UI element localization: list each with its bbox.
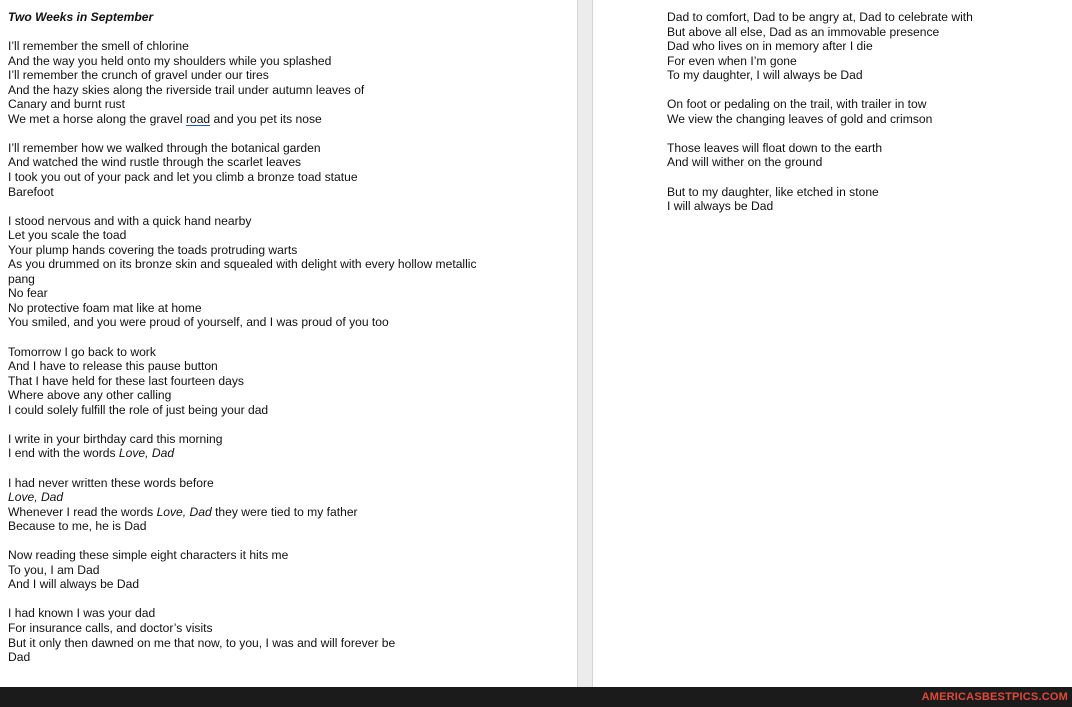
line-text: I’ll remember the crunch of gravel under our tires xyxy=(8,68,269,83)
poem-line xyxy=(8,432,528,447)
poem-line xyxy=(8,345,528,360)
stanza-gap xyxy=(8,25,528,40)
poem-line xyxy=(8,563,528,578)
line-text: But it only then dawned on me that now, to you, I was and will forever be xyxy=(8,635,396,650)
stanza-gap xyxy=(8,417,528,432)
stanza-gap xyxy=(8,534,528,549)
poem-line xyxy=(667,25,1067,40)
poem-line xyxy=(8,606,528,621)
poem-line xyxy=(8,490,528,505)
left-stanzas xyxy=(8,39,528,665)
poem-line xyxy=(667,155,1067,170)
poem-line xyxy=(8,388,528,403)
poem-line xyxy=(667,141,1067,156)
line-text: And the way you held onto my shoulders while you splashed xyxy=(8,53,332,68)
line-text: I’ll remember how we walked through the botanical garden xyxy=(8,140,321,155)
poem-line xyxy=(8,68,528,83)
poem-line xyxy=(8,519,528,534)
line-text: On foot or pedaling on the trail, with trailer in tow xyxy=(667,97,927,112)
poem-line xyxy=(8,476,528,491)
stanza xyxy=(8,476,528,534)
line-text: For insurance calls, and doctor’s visits xyxy=(8,620,213,635)
line-text: Because to me, he is Dad xyxy=(8,519,147,534)
line-text: Dad to comfort, Dad to be angry at, Dad to celebrate with xyxy=(667,10,973,24)
page-divider xyxy=(577,0,593,687)
line-text: To you, I am Dad xyxy=(8,562,100,577)
line-text: Those leaves will float down to the earth xyxy=(667,140,883,155)
poem-line xyxy=(667,112,1067,127)
line-text: For even when I’m gone xyxy=(667,53,797,68)
stanza-gap xyxy=(8,592,528,607)
line-text: I end with the words xyxy=(8,446,119,461)
poem-line xyxy=(8,359,528,374)
poem-line xyxy=(667,185,1067,200)
poem-line xyxy=(8,374,528,389)
line-text: That I have held for these last fourteen days xyxy=(8,373,244,388)
line-text: Dad xyxy=(8,650,31,665)
line-text: But above all else, Dad as an immovable presence xyxy=(667,24,940,39)
line-text: Your plump hands covering the toads protruding warts xyxy=(8,242,298,257)
line-text: Whenever I read the words xyxy=(8,504,157,519)
stanza-gap xyxy=(8,126,528,141)
stanza xyxy=(667,97,1067,126)
poem-line xyxy=(667,54,1067,69)
line-text: No protective foam mat like at home xyxy=(8,300,202,315)
italic-phrase: Love, Dad xyxy=(118,446,175,461)
poem-line xyxy=(8,301,528,316)
poem-line xyxy=(667,68,1067,83)
line-text: I write in your birthday card this morning xyxy=(8,431,223,446)
poem-line xyxy=(8,214,528,229)
stanza xyxy=(8,548,528,592)
line-text: I had never written these words before xyxy=(8,475,214,490)
line-text: As you drummed on its bronze skin and squealed with delight with every hollow metallic xyxy=(8,257,477,272)
poem-line xyxy=(8,621,528,636)
line-text: Now reading these simple eight characters it hits me xyxy=(8,548,289,563)
poem-line xyxy=(8,505,528,520)
poem-line xyxy=(8,112,528,127)
line-text: pang xyxy=(8,271,35,286)
line-text: I’ll remember the smell of chlorine xyxy=(8,39,189,54)
poem-line xyxy=(8,243,528,258)
stanza xyxy=(8,214,528,330)
stanza xyxy=(667,185,1067,214)
line-text: Dad who lives on in memory after I die xyxy=(667,39,873,54)
line-text: Tomorrow I go back to work xyxy=(8,344,156,359)
stanza xyxy=(667,10,1067,83)
stanza xyxy=(8,606,528,664)
line-text: No fear xyxy=(8,286,48,301)
poem-line xyxy=(8,83,528,98)
poem-line xyxy=(667,97,1067,112)
line-text: We met a horse along the gravel xyxy=(8,111,186,126)
poem-line xyxy=(667,199,1067,214)
line-text: Canary and burnt rust xyxy=(8,97,125,112)
poem-line xyxy=(8,39,528,54)
poem-line xyxy=(667,10,1067,25)
poem-line xyxy=(8,446,528,461)
line-text: We view the changing leaves of gold and crimson xyxy=(667,111,933,126)
stanza-gap xyxy=(667,83,1067,98)
stanza-gap xyxy=(8,330,528,345)
poem-line xyxy=(8,228,528,243)
poem-line xyxy=(8,548,528,563)
poem-line xyxy=(8,97,528,112)
poem-line xyxy=(8,636,528,651)
line-text: Let you scale the toad xyxy=(8,228,127,243)
poem-line xyxy=(8,650,528,665)
line-text: And I will always be Dad xyxy=(8,577,140,592)
poem-line xyxy=(8,315,528,330)
stanza-gap xyxy=(667,126,1067,141)
line-text: and you pet its nose xyxy=(210,111,322,126)
poem-line xyxy=(8,257,528,272)
right-text-column xyxy=(667,10,1067,214)
left-text-column xyxy=(8,10,528,665)
italic-phrase: Love, Dad xyxy=(8,490,64,505)
poem-title: Two Weeks in September xyxy=(8,10,154,24)
line-text: Barefoot xyxy=(8,184,54,199)
footer-bar xyxy=(0,687,1072,707)
line-text: To my daughter, I will always be Dad xyxy=(667,68,863,83)
line-text: You smiled, and you were proud of yourself, and I was proud of you too xyxy=(8,315,389,330)
line-text: Where above any other calling xyxy=(8,388,172,403)
stanza xyxy=(8,141,528,199)
underlined-word[interactable]: road xyxy=(185,111,211,126)
page-right xyxy=(593,0,1072,687)
italic-phrase: Love, Dad xyxy=(156,504,212,519)
line-text: I will always be Dad xyxy=(667,199,774,214)
stanza xyxy=(667,141,1067,170)
line-text: And watched the wind rustle through the scarlet leaves xyxy=(8,155,302,170)
line-text: I stood nervous and with a quick hand nearby xyxy=(8,213,252,228)
poem-line xyxy=(8,155,528,170)
line-text: I could solely fulfill the role of just being your dad xyxy=(8,402,269,417)
stanza xyxy=(8,345,528,418)
poem-line xyxy=(8,185,528,200)
line-text: And will wither on the ground xyxy=(667,155,823,170)
site-watermark: AMERICASBESTPICS.COM xyxy=(921,691,1068,703)
poem-line xyxy=(8,286,528,301)
poem-line xyxy=(8,403,528,418)
stanza xyxy=(8,39,528,126)
right-stanzas xyxy=(667,10,1067,214)
stanza xyxy=(8,432,528,461)
stanza-gap xyxy=(667,170,1067,185)
poem-line xyxy=(8,54,528,69)
stanza-gap xyxy=(8,461,528,476)
line-text: I took you out of your pack and let you climb a bronze toad statue xyxy=(8,170,358,185)
line-text: And I have to release this pause button xyxy=(8,359,218,374)
line-text: And the hazy skies along the riverside trail under autumn leaves of xyxy=(8,82,365,97)
line-text: they were tied to my father xyxy=(211,504,358,519)
poem-line xyxy=(8,170,528,185)
poem-line xyxy=(8,272,528,287)
poem-line xyxy=(8,577,528,592)
line-text: But to my daughter, like etched in stone xyxy=(667,184,879,199)
poem-line xyxy=(667,39,1067,54)
poem-line xyxy=(8,141,528,156)
line-text: I had known I was your dad xyxy=(8,606,156,621)
stanza-gap xyxy=(8,199,528,214)
